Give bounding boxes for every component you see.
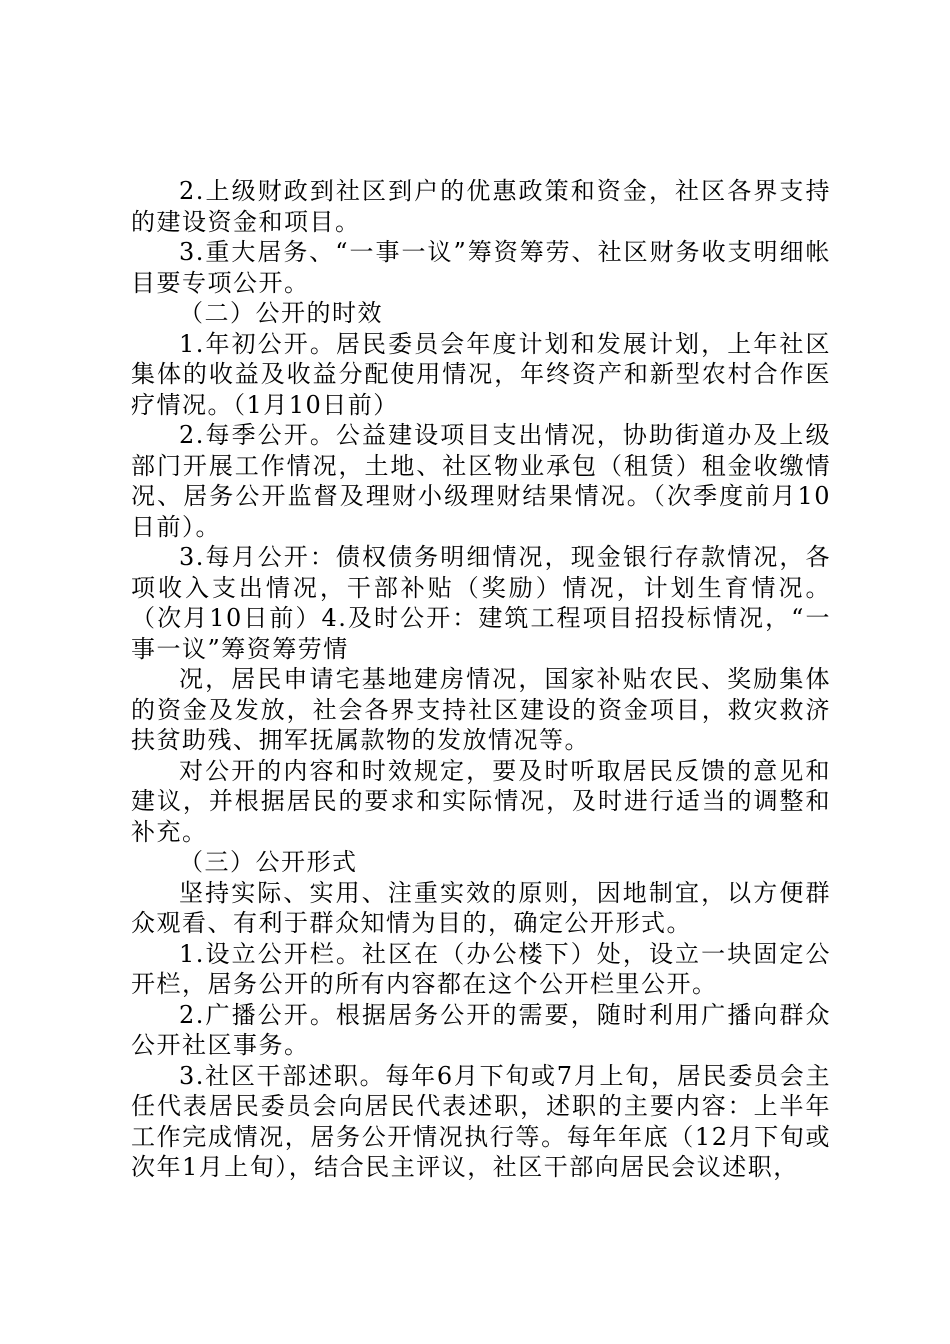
paragraph: 2.每季公开。公益建设项目支出情况，协助街道办及上级部门开展工作情况，土地、社区物业承包（租赁）租金收缴情况、居务公开监督及理财小级理财结果情况。（次季度前月10日前）。 <box>131 421 831 541</box>
paragraph: 1.设立公开栏。社区在（办公楼下）处，设立一块固定公开栏，居务公开的所有内容都在这个公开栏里公开。 <box>131 939 831 998</box>
section-heading: （二）公开的时效 <box>179 299 383 327</box>
paragraph: 况，居民申请宅基地建房情况，国家补贴农民、奖励集体的资金及发放，社会各界支持社区建设的资金项目，救灾救济扶贫助残、拥军抚属款物的发放情况等。 <box>131 665 831 754</box>
section-heading: （三）公开形式 <box>179 848 358 876</box>
paragraph: 3.社区干部述职。每年6月下旬或7月上旬，居民委员会主任代表居民委员会向居民代表述职，述职的主要内容：上半年工作完成情况，居务公开情况执行等。每年年底（12月下旬或次年1月上旬），结合民主评议，社区干部向居民会议述职， <box>131 1061 831 1181</box>
document-body <box>131 176 831 1183</box>
paragraph: 对公开的内容和时效规定，要及时听取居民反馈的意见和建议，并根据居民的要求和实际情况，及时进行适当的调整和补充。 <box>131 756 831 846</box>
paragraph: 坚持实际、实用、注重实效的原则，因地制宜，以方便群众观看、有利于群众知情为目的，确定公开形式。 <box>131 878 831 937</box>
paragraph: 3.每月公开：债权债务明细情况，现金银行存款情况，各项收入支出情况，干部补贴（奖励）情况，计划生育情况。（次月10日前）4.及时公开：建筑工程项目招投标情况，“一事一议”筹资筹劳情 <box>131 543 831 663</box>
paragraph: 2.上级财政到社区到户的优惠政策和资金，社区各界支持的建设资金和项目。 <box>131 177 831 236</box>
paragraph: 3.重大居务、“一事一议”筹资筹劳、社区财务收支明细帐目要专项公开。 <box>131 238 831 297</box>
paragraph: 1.年初公开。居民委员会年度计划和发展计划，上年社区集体的收益及收益分配使用情况，年终资产和新型农村合作医疗情况。（1月10日前） <box>131 329 831 419</box>
paragraph: 2.广播公开。根据居务公开的需要，随时利用广播向群众公开社区事务。 <box>131 1000 831 1059</box>
